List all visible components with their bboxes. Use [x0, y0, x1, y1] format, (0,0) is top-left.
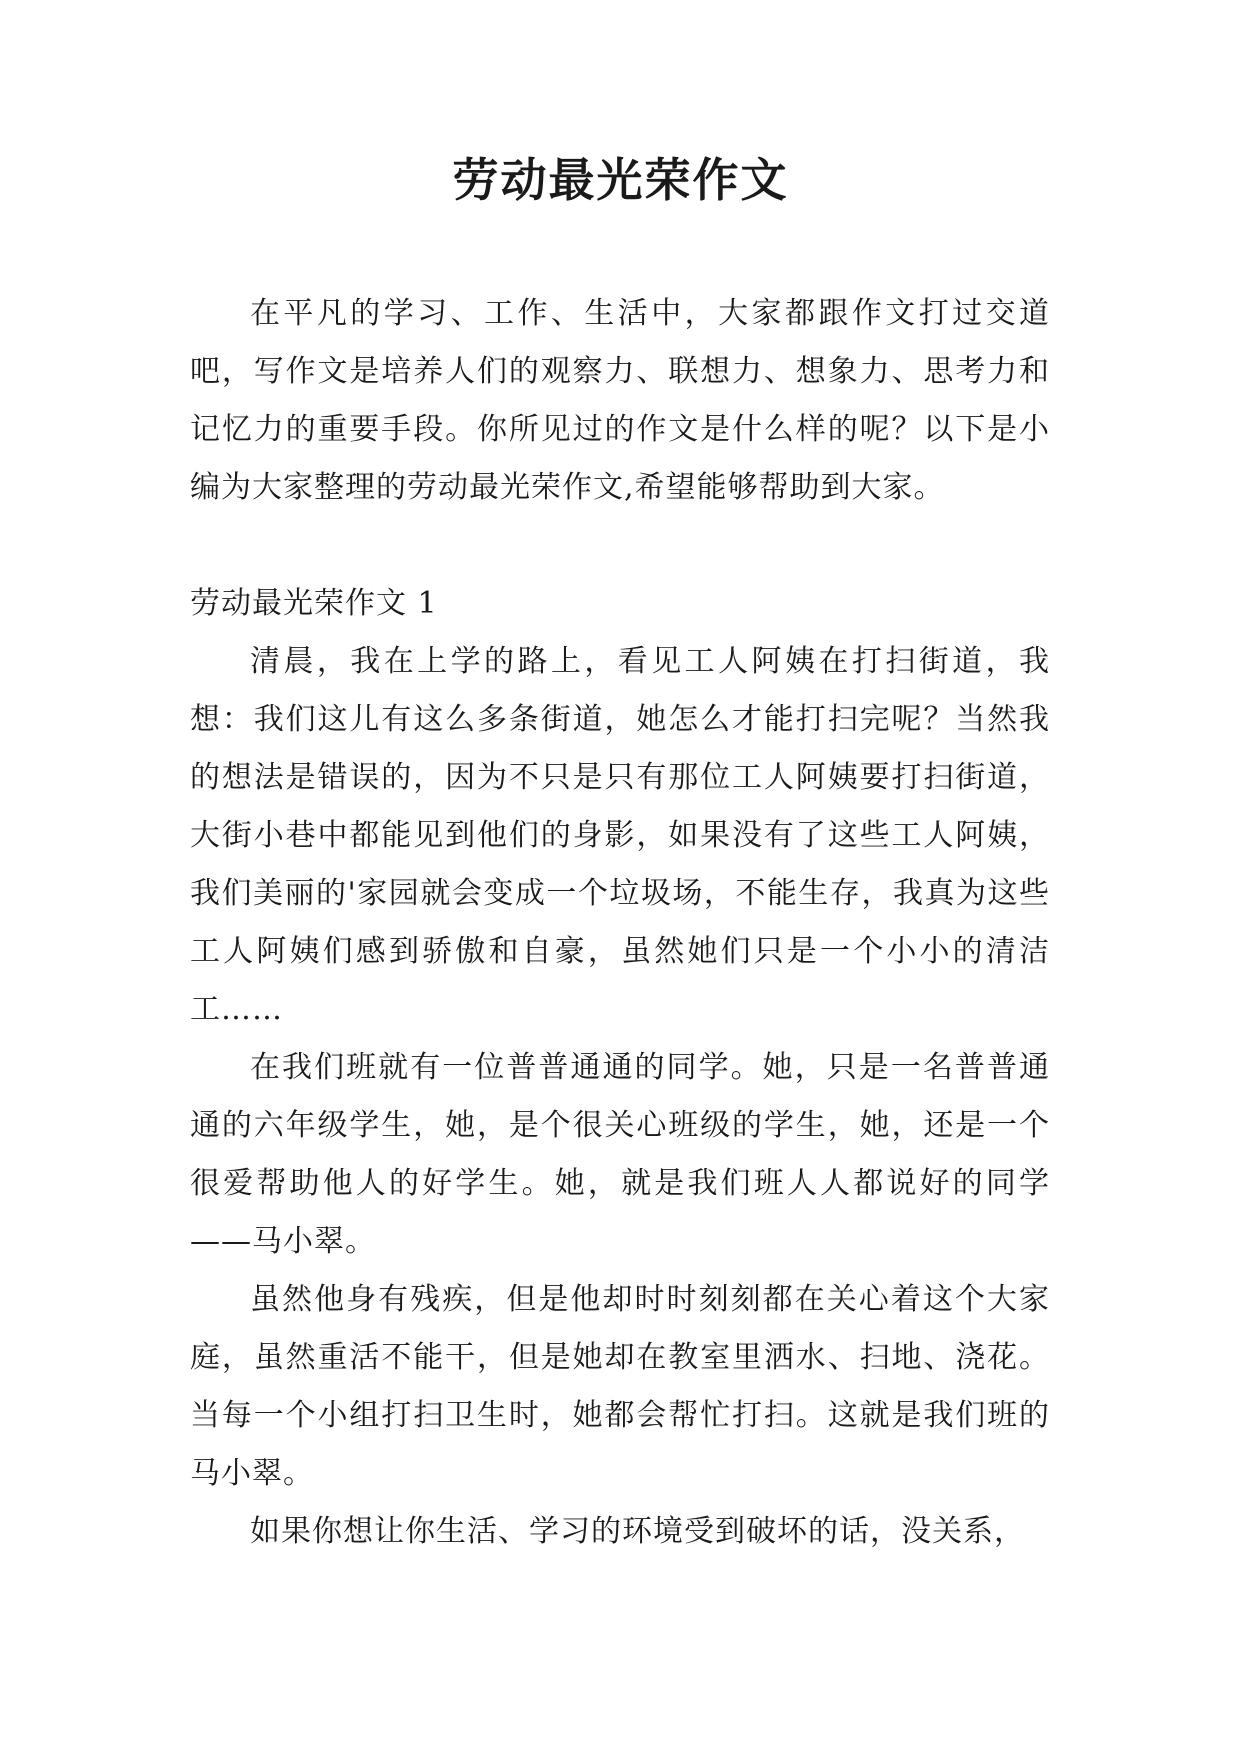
- document-body: [190, 285, 1050, 1561]
- body-paragraph-1: 清晨，我在上学的路上，看见工人阿姨在打扫街道，我想：我们这儿有这么多条街道，她怎么才能打扫完呢？当然我的想法是错误的，因为不只是只有那位工人阿姨要打扫街道，大街小巷中都能见到他们的身影，如果没有了这些工人阿姨，我们美丽的'家园就会变成一个垃圾场，不能生存，我真为这些工人阿姨们感到骄傲和自豪，虽然她们只是一个小小的清洁工……: [190, 644, 1050, 1027]
- section-heading: 劳动最光荣作文 1: [190, 586, 438, 621]
- intro-paragraph: 在平凡的学习、工作、生活中，大家都跟作文打过交道吧，写作文是培养人们的观察力、联想力、想象力、思考力和记忆力的重要手段。你所见过的作文是什么样的呢？以下是小编为大家整理的劳动最光荣作文,希望能够帮助到大家。: [190, 296, 1050, 505]
- body-paragraph-4: 如果你想让你生活、学习的环境受到破坏的话，没关系，: [250, 1514, 1025, 1549]
- body-paragraph-2: 在我们班就有一位普普通通的同学。她，只是一名普普通通的六年级学生，她，是个很关心班级的学生，她，还是一个很爱帮助他人的好学生。她，就是我们班人人都说好的同学——马小翠。: [190, 1050, 1050, 1259]
- body-paragraph-3: 虽然他身有残疾，但是他却时时刻刻都在关心着这个大家庭，虽然重活不能干，但是她却在教室里洒水、扫地、浇花。当每一个小组打扫卫生时，她都会帮忙打扫。这就是我们班的马小翠。: [190, 1282, 1050, 1491]
- document-title: 劳动最光荣作文: [452, 153, 789, 207]
